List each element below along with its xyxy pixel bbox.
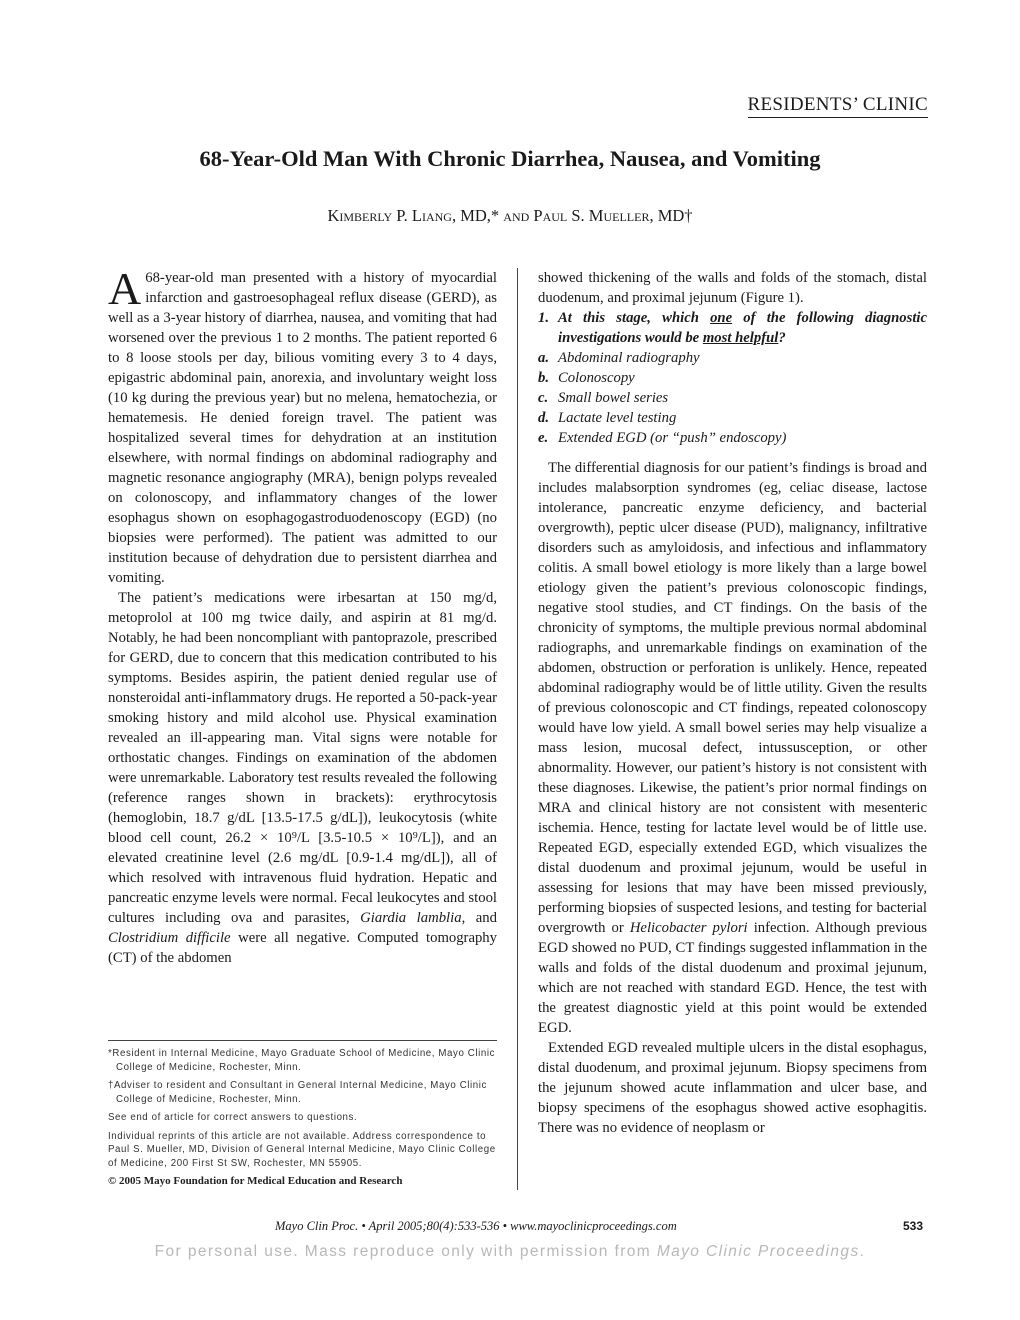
citation: Mayo Clin Proc. • April 2005;80(4):533-536 • www.mayoclinicproceedings.com xyxy=(275,1219,677,1233)
column-divider xyxy=(517,268,518,1190)
question-number: 1. xyxy=(538,310,550,326)
footnote: Individual reprints of this article are not available. Address correspondence to Paul S. Mueller, MD, Division of General Internal Medicine, Mayo Clinic College of Medicine, 200 First St SW, Rochester, MN 55905. xyxy=(108,1130,496,1169)
egd-paragraph: Extended EGD revealed multiple ulcers in the distal esophagus, distal duodenum, and proximal jejunum. Biopsy specimens from the jejunum showed acute inflammation and ulcer base, and biopsy specimens of the esophagus showed active esophagitis. There was no evidence of neoplasm or xyxy=(538,1040,927,1136)
right-column xyxy=(538,268,927,1138)
footnote: †Adviser to resident and Consultant in General Internal Medicine, Mayo Clinic College of Medicine, Rochester, Minn. xyxy=(108,1080,487,1105)
article-authors: Kimberly P. Liang, MD,* and Paul S. Mueller, MD† xyxy=(327,206,693,225)
footnote: See end of article for correct answers to questions. xyxy=(108,1112,358,1123)
copyright: © 2005 Mayo Foundation for Medical Education and Research xyxy=(108,1175,403,1187)
footnote-rule xyxy=(108,1040,497,1041)
section-label: RESIDENTS’ CLINIC xyxy=(748,94,929,118)
organism-name: Giardia lamblia xyxy=(360,910,462,926)
dropcap: A xyxy=(108,263,142,314)
intro-paragraph xyxy=(108,263,497,588)
continued-paragraph: showed thickening of the walls and folds of the stomach, distal duodenum, and proximal jejunum (Figure 1). xyxy=(538,270,927,306)
watermark-journal: Mayo Clinic Proceedings xyxy=(656,1243,860,1260)
page-number: 533 xyxy=(903,1219,924,1233)
article-title: 68-Year-Old Man With Chronic Diarrhea, Nausea, and Vomiting xyxy=(199,146,821,171)
answer-option: e. Extended EGD (or “push” endoscopy) xyxy=(538,430,787,446)
left-column xyxy=(108,263,497,968)
answer-option: c. Small bowel series xyxy=(538,390,669,406)
organism-name: Clostridium difficile xyxy=(108,930,231,946)
footnote: *Resident in Internal Medicine, Mayo Graduate School of Medicine, Mayo Clinic College of Medicine, Rochester, Minn. xyxy=(108,1048,496,1073)
medications-paragraph: The patient’s medications were irbesartan at 150 mg/d, metoprolol at 100 mg twice daily, and aspirin at 81 mg/d. Notably, he had been noncompliant with pantoprazole, prescribed for GERD, due to concern that this medication contributed to his symptoms. Besides aspirin, the patient denied regular use of nonsteroidal anti-inflammatory drugs. He reported a 50-pack-year smoking history and mild alcohol use. Physical examination revealed an ill-appearing man. Vital signs were notable for orthostatic changes. Findings on examination of the abdomen were unremarkable. Laboratory test results revealed the following (reference ranges shown in brackets): erythrocytosis (hemoglobin, 18.7 g/dL [13.5-17.5 g/dL]), leukocytosis (white blood cell count, 26.2 × 10⁹/L [3.5-10.5 × 10⁹/L]), and an elevated creatinine level (2.6 mg/dL [0.9-1.4 mg/dL]), all of which resolved with intravenous fluid hydration. Hepatic and pancreatic enzyme levels were normal. Fecal leukocytes and stool cultures including ova and parasites, Giardia lamblia, and Clostridium difficile were all negative. Computed tomography (CT) of the abdomen xyxy=(108,590,497,966)
differential-paragraph: The differential diagnosis for our patient’s findings is broad and includes malabsorption syndromes (eg, celiac disease, lactose intolerance, pancreatic enzyme deficiency, and bacterial overgrowth), peptic ulcer disease (PUD), malignancy, infiltrative disorders such as amyloidosis, and infectious and inflammatory colitis. A small bowel etiology is more likely than a large bowel etiology given the patient’s previous colonoscopic findings, negative stool studies, and CT findings. On the basis of the chronicity of symptoms, the multiple previous normal abdominal radiographs, and unremarkable findings on examination of the abdomen, obstruction or perforation is unlikely. Hence, repeated abdominal radiography would be of little utility. Given the results of previous colonoscopic and CT findings, repeated colonoscopy would have low yield. A small bowel series may help visualize a mass lesion, mucosal defect, intussusception, or other abnormality. However, our patient’s history is not consistent with these diagnoses. Likewise, the patient’s prior normal findings on MRA and clinical history are not consistent with mesenteric ischemia. Hence, testing for lactate level would be of little use. Repeated EGD, especially extended EGD, which visualizes the distal duodenum and proximal jejunum, would be useful in assessing for lesions that may have been missed previously, performing biopsies of suspected lesions, and testing for bacterial overgrowth or Helicobacter pylori infection. Although previous EGD showed no PUD, CT findings suggested inflammation in the walls and folds of the distal duodenum and proximal jejunum, which are not reached with standard EGD. Hence, the test with the greatest diagnostic yield at this point would be extended EGD. xyxy=(538,460,927,1036)
watermark: For personal use. Mass reproduce only with permission from Mayo Clinic Proceedings. xyxy=(154,1243,866,1260)
answer-option: b. Colonoscopy xyxy=(538,370,635,386)
footnotes xyxy=(108,1047,497,1194)
answer-option: a. Abdominal radiography xyxy=(538,350,700,366)
answer-option: d. Lactate level testing xyxy=(538,410,677,426)
organism-name: Helicobacter pylori xyxy=(629,920,748,936)
emphasis-one: one xyxy=(710,310,733,326)
answer-options xyxy=(538,348,927,448)
emphasis-most-helpful: most helpful xyxy=(702,330,779,346)
intro-text: 68-year-old man presented with a history of myocardial infarction and gastroesophageal reflux disease (GERD), as well as a 3-year history of diarrhea, nausea, and vomiting that had worsened over the previous 1 to 2 months. The patient reported 6 to 8 loose stools per day, bilious vomiting every 3 to 4 days, epigastric abdominal pain, anorexia, and involuntary weight loss (10 kg during the previous year) but no melena, hematochezia, or hematemesis. He denied foreign travel. The patient was hospitalized several times for dehydration at an institution elsewhere, with normal findings on abdominal radiography and magnetic resonance angiography (MRA), benign polyps revealed on colonoscopy, and inflammatory changes of the lower esophagus shown on esophagogastroduodenoscopy (EGD) (no biopsies were performed). The patient was admitted to our institution because of dehydration due to persistent diarrhea and vomiting. xyxy=(108,270,497,586)
question: 1. At this stage, which one of the following diagnostic investigations would be most helpful? xyxy=(538,310,927,346)
